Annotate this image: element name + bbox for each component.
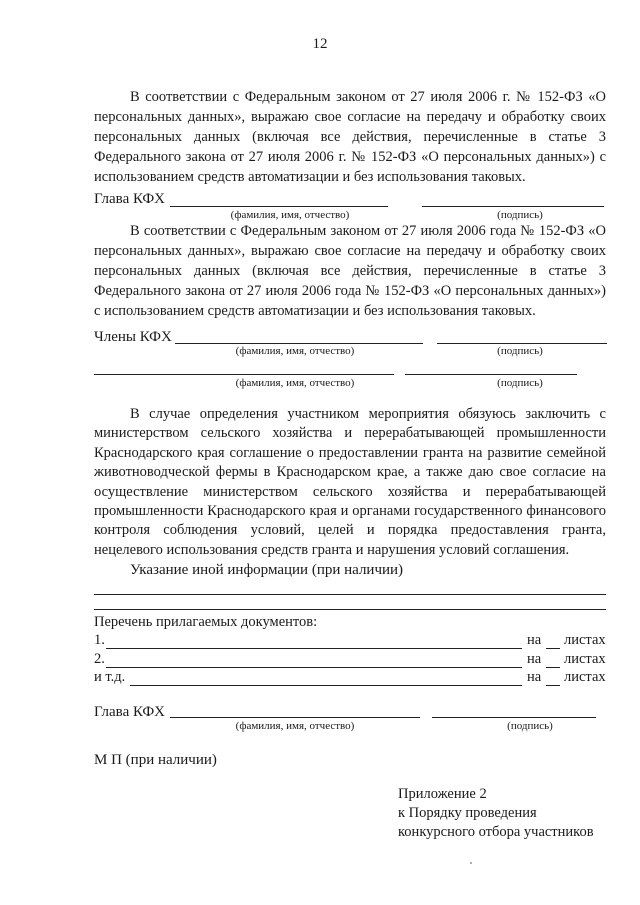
head-label: Глава КФХ xyxy=(94,191,166,207)
final-name-line[interactable] xyxy=(170,717,420,718)
consent-paragraph-1 xyxy=(94,87,606,187)
appendix-line-1: Приложение 2 xyxy=(398,786,487,802)
doc-row-2-count-line[interactable] xyxy=(546,667,560,668)
appendix-line-3: конкурсного отбора участников xyxy=(398,824,594,840)
members-name-line-1[interactable] xyxy=(175,343,423,344)
consent-paragraph-2-text: В соответствии с Федеральным законом от 27 июля 2006 года № 152-ФЗ «О персональных данных», выражаю свое согласие на передачу и обработку своих персональных данных (включая все действия, перечисленные в статье 3 Федерального закона от 27 июля 2006 года № 152-ФЗ «О персональных данных») с использованием средств автоматизации и без использования таковых. xyxy=(94,223,606,319)
obligation-paragraph-text: В случае определения участником мероприятия обязуюсь заключить с министерством сельского хозяйства и перерабатывающей промышленности Краснодарского края соглашение о предоставлении гранта на развитие семейной животноводческой фермы в Краснодарском крае, а также даю свое согласие на осуществление министерством сельского хозяйства и перерабатывающей промышленности Краснодарского края и органами государственного финансового контроля соблюдения условий, целей и порядка предоставления гранта, нецелевого использования средств гранта и нарушения условий соглашения. xyxy=(94,406,606,558)
consent-paragraph-2 xyxy=(94,221,606,321)
doc-row-3-num: и т.д. xyxy=(94,669,126,685)
head-name-caption: (фамилия, имя, отчество) xyxy=(230,209,350,221)
members-signature-caption-2: (подпись) xyxy=(497,377,543,389)
other-info-label: Указание иной информации (при наличии) xyxy=(130,562,404,578)
doc-row-1-line[interactable] xyxy=(106,648,522,649)
head-signature-line[interactable] xyxy=(422,206,604,207)
members-name-caption-1: (фамилия, имя, отчество) xyxy=(235,345,355,357)
scan-dot xyxy=(470,862,472,864)
consent-paragraph-1-text: В соответствии с Федеральным законом от 27 июля 2006 г. № 152-ФЗ «О персональных данных», выражаю свое согласие на передачу и обработку своих персональных данных (включая все действия, перечисленные в статье 3 Федерального закона от 27 июля 2006 г. № 152-ФЗ «О персональных данных») с использованием средств автоматизации и без использования таковых. xyxy=(94,89,606,185)
final-head-label: Глава КФХ xyxy=(94,704,166,720)
seal-label: М П (при наличии) xyxy=(94,752,217,768)
doc-row-1-num: 1. xyxy=(94,632,105,648)
appendix-block xyxy=(398,785,618,842)
documents-title: Перечень прилагаемых документов: xyxy=(94,614,318,630)
head-signature-caption: (подпись) xyxy=(497,209,543,221)
other-info-line-1[interactable] xyxy=(94,594,606,595)
head-name-line[interactable] xyxy=(170,206,388,207)
members-name-caption-2: (фамилия, имя, отчество) xyxy=(235,377,355,389)
doc-row-1-count-line[interactable] xyxy=(546,648,560,649)
doc-row-1-sheets: листах xyxy=(564,632,606,648)
doc-row-3-line[interactable] xyxy=(130,685,522,686)
appendix-line-2: к Порядку проведения xyxy=(398,805,537,821)
page-number: 12 xyxy=(312,36,328,52)
members-name-line-2[interactable] xyxy=(94,374,394,375)
doc-row-2-sheets: листах xyxy=(564,651,606,667)
doc-row-2-num: 2. xyxy=(94,651,105,667)
members-signature-line-2[interactable] xyxy=(405,374,577,375)
doc-row-2-line[interactable] xyxy=(106,667,522,668)
obligation-paragraph xyxy=(94,405,606,560)
final-signature-caption: (подпись) xyxy=(507,720,553,732)
members-label: Члены КФХ xyxy=(94,329,172,345)
doc-row-3-count-line[interactable] xyxy=(546,685,560,686)
members-signature-line-1[interactable] xyxy=(437,343,607,344)
doc-row-2-on: на xyxy=(527,651,542,667)
doc-row-1-on: на xyxy=(527,632,542,648)
final-signature-line[interactable] xyxy=(432,717,596,718)
doc-row-3-on: на xyxy=(527,669,542,685)
final-name-caption: (фамилия, имя, отчество) xyxy=(235,720,355,732)
other-info-line-2[interactable] xyxy=(94,609,606,610)
doc-row-3-sheets: листах xyxy=(564,669,606,685)
members-signature-caption-1: (подпись) xyxy=(497,345,543,357)
